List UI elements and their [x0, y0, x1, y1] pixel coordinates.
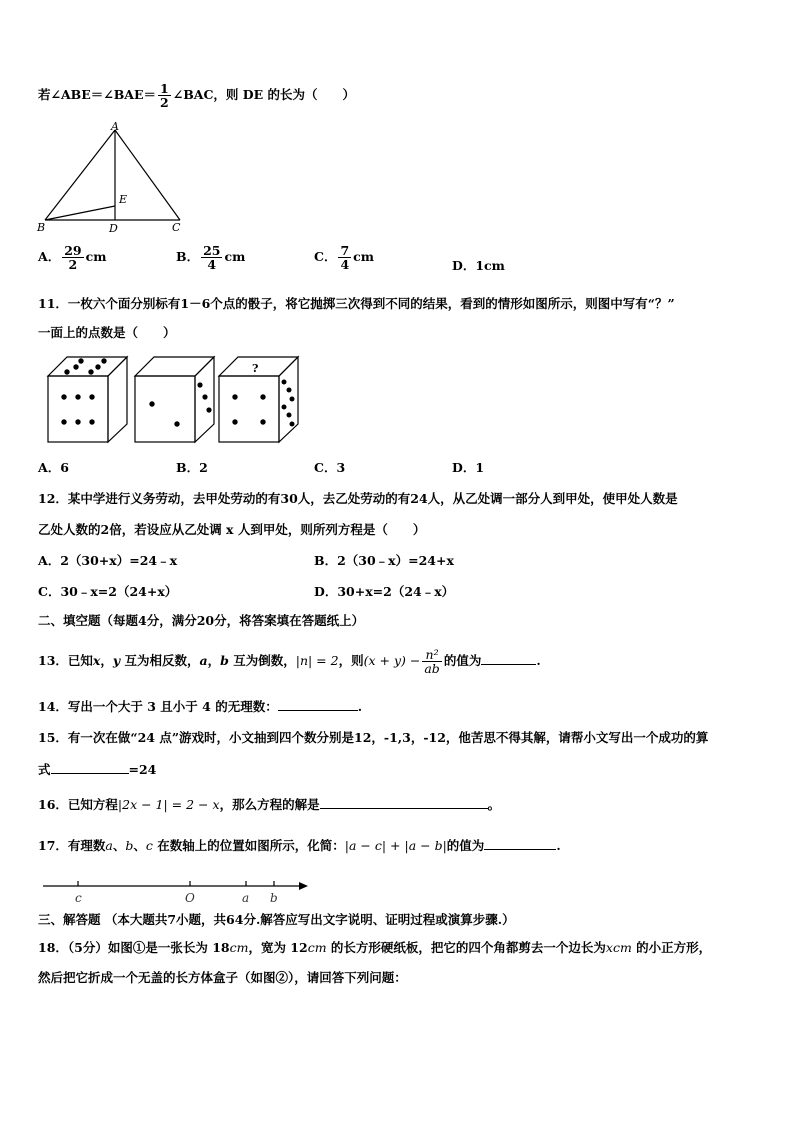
q16-text: 16．已知方程 — [38, 797, 118, 812]
q13-var-a: a — [199, 653, 208, 669]
q12-option-a[interactable]: A．2（30+x）=24﹣x — [38, 553, 178, 568]
q17-var-c: c — [145, 838, 153, 853]
axis-label-c: c — [75, 891, 82, 905]
section3-heading: 三、解答题 （本大题共7小题，共64分.解答应写出文字说明、证明过程或演算步骤.） — [38, 912, 515, 927]
axis-label-o: O — [185, 891, 195, 905]
q11-option-a[interactable]: A．6 — [38, 460, 69, 475]
q15-line1: 15．有一次在做“24 点”游戏时，小文抽到四个数分别是12，-1,3，-12，他苦思不得其解，请帮小文写出一个成功的算 — [38, 730, 709, 745]
q18-unit: xcm — [605, 940, 632, 955]
q13-var-b: b — [220, 653, 229, 669]
q16-text: 。 — [487, 797, 501, 812]
option-den: 4 — [340, 257, 350, 273]
q13-text: 互为相反数， — [120, 653, 200, 669]
triangle-figure — [34, 120, 194, 240]
q13-var-y: y — [112, 653, 121, 669]
q13-abs-n: |n| = 2 — [295, 653, 339, 669]
q10-option-c[interactable] — [314, 244, 374, 271]
q11-option-b[interactable]: B．2 — [176, 460, 208, 475]
q12-line1: 12．某中学进行义务劳动，去甲处劳动的有30人，去乙处劳动的有24人，从乙处调一部分人到甲处，使甲处人数是 — [38, 491, 678, 506]
option-den: 2 — [68, 257, 78, 273]
q13-frac-den: ab — [424, 661, 440, 677]
q10-option-a[interactable] — [38, 244, 106, 271]
option-letter: B． — [176, 249, 200, 265]
q11-option-d[interactable]: D．1 — [452, 460, 485, 475]
q18-line2: 然后把它折成一个无盖的长方体盒子（如图②），请回答下列问题： — [38, 970, 407, 985]
q12-option-b[interactable]: B．2（30﹣x）=24+x — [314, 553, 454, 568]
dice-figure — [45, 352, 315, 447]
q13 — [38, 648, 541, 675]
q13-text: ， — [207, 653, 221, 669]
q14 — [38, 697, 362, 715]
q18-text: 的长方形硬纸板，把它的四个角都剪去一个边长为 — [326, 940, 606, 955]
q12-option-c[interactable]: C．30﹣x=2（24+x） — [38, 584, 178, 599]
q14-text: . — [357, 699, 363, 714]
q10-option-b[interactable] — [176, 244, 245, 271]
option-unit: cm — [85, 249, 107, 265]
number-line-figure — [40, 872, 330, 906]
label-B: B — [37, 221, 46, 234]
q17-text: 17．有理数 — [38, 838, 106, 853]
q13-text: 13．已知 — [38, 653, 93, 669]
q15-line2 — [38, 760, 156, 778]
q13-text: . — [536, 653, 541, 669]
q17-text: 、 — [133, 838, 146, 853]
q15-text: 式 — [38, 762, 51, 777]
option-num: 29 — [64, 243, 82, 258]
q17 — [38, 836, 561, 854]
q17-expression: |a − c| + |a − b| — [344, 838, 447, 853]
q17-text: 、 — [112, 838, 126, 853]
q13-text: ，则 — [338, 653, 364, 669]
q16-equation: |2x − 1| = 2 − x — [117, 797, 220, 812]
label-E: E — [119, 193, 128, 206]
q11-option-c[interactable]: C．3 — [314, 460, 346, 475]
q13-text: 的值为 — [443, 653, 482, 669]
q12-line2: 乙处人数的2倍，若设应从乙处调 x 人到甲处，则所列方程是（ ） — [38, 522, 426, 537]
q10-frac-den: 2 — [160, 95, 169, 111]
label-A: A — [111, 120, 119, 133]
option-letter: A． — [38, 249, 61, 265]
option-text: 1cm — [475, 258, 505, 273]
q13-fraction — [422, 648, 441, 675]
q17-text: 的值为 — [446, 838, 485, 853]
option-num: 7 — [340, 243, 350, 258]
q17-var-b: b — [125, 838, 134, 853]
q10-stem-prefix: 若∠ABE＝∠BAE＝ — [38, 87, 157, 103]
q13-answer-blank[interactable] — [481, 652, 536, 665]
q10-option-d[interactable] — [452, 256, 505, 274]
option-letter: C． — [314, 249, 337, 265]
axis-label-a: a — [242, 891, 250, 905]
q18-line1 — [38, 938, 711, 956]
label-C: C — [172, 221, 181, 234]
q13-text: ， — [100, 653, 113, 669]
q11-line1: 11．一枚六个面分别标有1－6个点的骰子，将它抛掷三次得到不同的结果，看到的情形如图所示，则图中写有“？” — [38, 296, 675, 311]
q18-text: 18．（5分）如图①是一张长为 18 — [38, 940, 230, 955]
q14-text: 14．写出一个大于 3 且小于 4 的无理数： — [38, 699, 278, 714]
label-D: D — [109, 222, 118, 235]
q13-frac-num: n² — [422, 648, 441, 662]
q17-answer-blank[interactable] — [484, 837, 556, 850]
section2-heading: 二、填空题（每题4分，满分20分，将答案填在答题纸上） — [38, 613, 365, 628]
option-unit: cm — [353, 249, 374, 265]
q13-var-x: x — [92, 653, 101, 669]
q10-frac-num: 1 — [160, 81, 169, 96]
die-3 — [219, 357, 298, 442]
q18-text: 的小正方形， — [631, 940, 712, 955]
q13-expr: (x + y) − — [363, 653, 421, 669]
q10-half-fraction — [158, 82, 171, 109]
die-1 — [48, 357, 127, 442]
q11-line2: 一面上的点数是（ ） — [38, 325, 176, 340]
option-den: 4 — [207, 257, 217, 273]
q18-unit: cm — [307, 940, 327, 955]
q18-text: ，宽为 12 — [248, 940, 308, 955]
q13-text: 互为倒数， — [228, 653, 296, 669]
q12-option-d[interactable]: D．30+x=2（24﹣x） — [314, 584, 455, 599]
question-mark-icon: ? — [252, 362, 259, 375]
q17-var-a: a — [105, 838, 113, 853]
option-num: 25 — [203, 243, 221, 258]
option-letter: D． — [452, 258, 476, 273]
q17-text: . — [556, 838, 561, 853]
q10-stem — [38, 82, 355, 109]
q14-answer-blank[interactable] — [278, 698, 358, 711]
q17-text: 在数轴上的位置如图所示，化简： — [152, 838, 345, 853]
q18-unit: cm — [229, 940, 249, 955]
q16-text: ，那么方程的解是 — [219, 797, 320, 812]
q15-answer-blank[interactable] — [51, 761, 129, 774]
die-2 — [135, 357, 214, 442]
option-unit: cm — [224, 249, 246, 265]
axis-label-b: b — [270, 891, 278, 905]
q16-answer-blank[interactable] — [320, 796, 488, 809]
q16 — [38, 795, 500, 813]
q10-stem-suffix: ∠BAC，则 DE 的长为（ ） — [172, 87, 355, 103]
q15-text: =24 — [128, 762, 157, 777]
